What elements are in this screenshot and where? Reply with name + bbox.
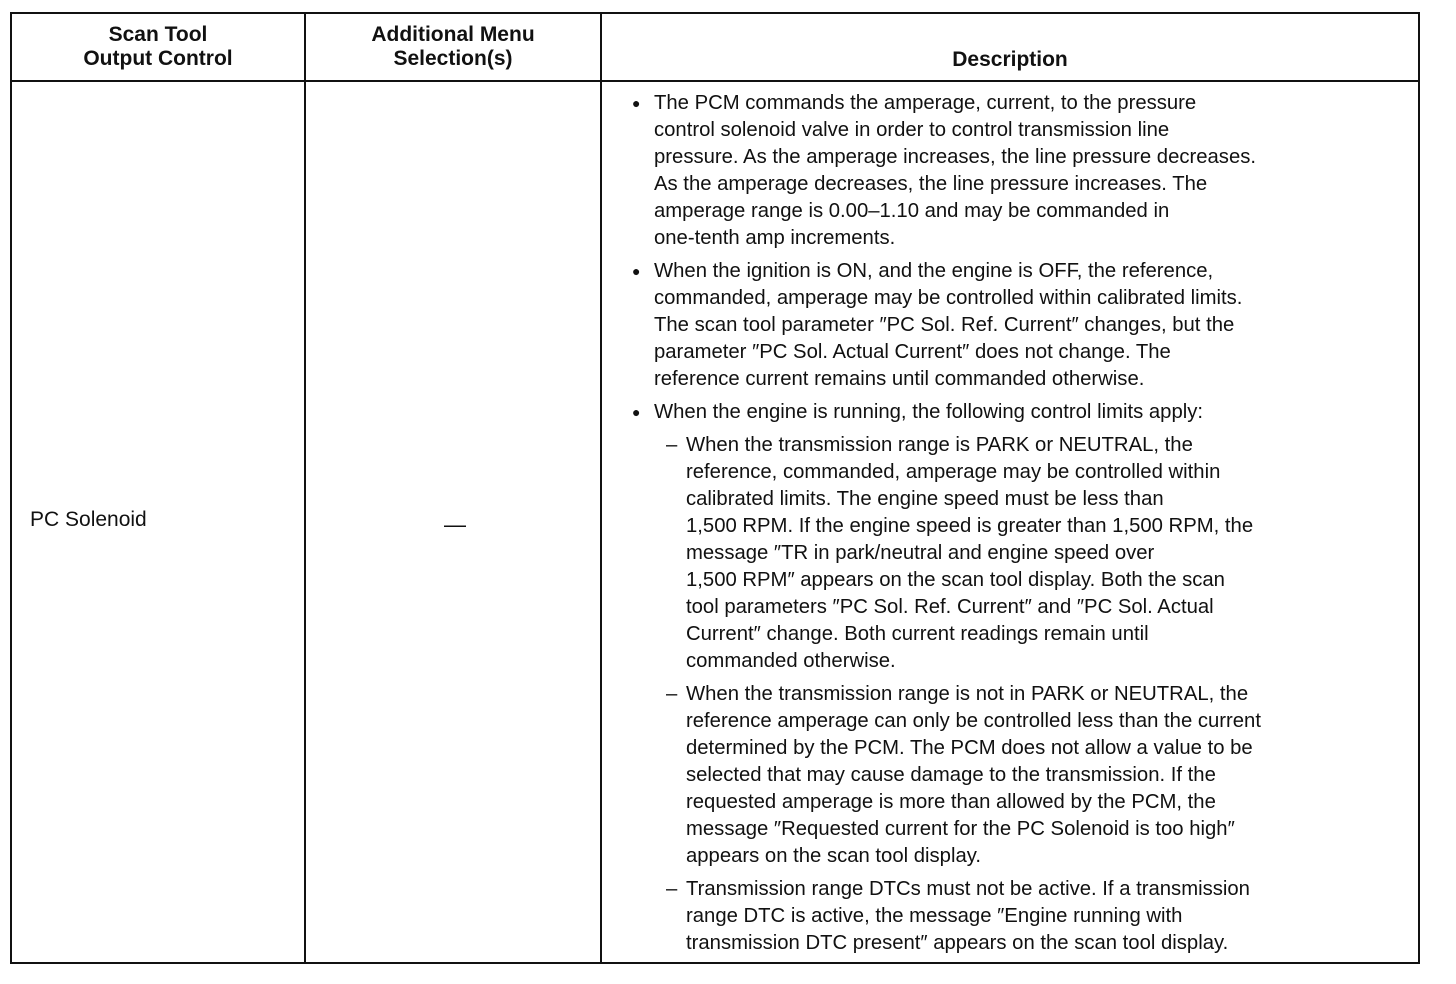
header-col2-line2: Selection(s) bbox=[393, 47, 513, 70]
header-col2-line1: Additional Menu bbox=[371, 23, 535, 46]
description-body bbox=[624, 90, 1408, 963]
sub-item bbox=[624, 681, 1408, 870]
bullet-item bbox=[624, 90, 1408, 252]
header-divider bbox=[12, 80, 1418, 82]
bullet-item bbox=[624, 399, 1408, 426]
header-col1-line1: Scan Tool bbox=[108, 23, 208, 46]
header-scan-tool-output-control bbox=[12, 14, 304, 80]
header-additional-menu-selections bbox=[306, 14, 600, 80]
header-description bbox=[602, 14, 1418, 80]
bullet-icon: ● bbox=[632, 263, 641, 279]
header-col1-line2: Output Control bbox=[83, 47, 233, 70]
output-control-name: PC Solenoid bbox=[30, 508, 147, 531]
bullet-icon: ● bbox=[632, 404, 641, 420]
header-col3: Description bbox=[952, 48, 1068, 71]
dash-icon: – bbox=[666, 434, 678, 456]
column-divider bbox=[304, 14, 306, 962]
bullet-text: When the ignition is ON, and the engine is OFF, the reference, commanded, amperage may be controlled within calibrated limits. The scan tool parameter ″PC Sol. Ref. Current″ changes, but the parameter ″PC Sol. Actual Current″ does not change. The reference current remains until commanded otherwise. bbox=[654, 260, 1243, 390]
bullet-text: The PCM commands the amperage, current, to the pressure control solenoid valve in order to control transmission line pressure. As the amperage increases, the line pressure decreases. As the amperage decreases, the line pressure increases. The amperage range is 0.00–1.10 and may be commanded in one-tenth amp increments. bbox=[654, 92, 1257, 249]
column-divider bbox=[600, 14, 602, 962]
sub-item-text: When the transmission range is not in PARK or NEUTRAL, the reference amperage can only be controlled less than the current determined by the PCM. The PCM does not allow a value to be selected that may cause damage to the transmission. If the requested amperage is more than allowed by the PCM, the message ″Requested current for the PC Solenoid is too high″ appears on the scan tool display. bbox=[686, 683, 1261, 867]
bullet-icon: ● bbox=[632, 95, 641, 111]
sub-item bbox=[624, 432, 1408, 675]
dash-icon: – bbox=[666, 683, 678, 705]
bullet-text: When the engine is running, the following control limits apply: bbox=[654, 401, 1204, 423]
menu-selection-value: — bbox=[444, 512, 466, 537]
bullet-item bbox=[624, 258, 1408, 393]
sub-item-text: Transmission range DTCs must not be active. If a transmission range DTC is active, the message ″Engine running with transmission DTC present″ appears on the scan tool display. bbox=[686, 878, 1250, 954]
sub-item-text: When the transmission range is PARK or NEUTRAL, the reference, commanded, amperage may be controlled within calibrated limits. The engine speed must be less than 1,500 RPM. If the engine speed is greater than 1,500 RPM, the message ″TR in park/neutral and engine speed over 1,500 RPM″ appears on the scan tool display. Both the scan tool parameters ″PC Sol. Ref. Current″ and ″PC Sol. Actual Current″ change. Both current readings remain until commanded otherwise. bbox=[686, 434, 1254, 672]
diagnostic-table bbox=[10, 12, 1420, 964]
dash-icon: – bbox=[666, 878, 678, 900]
sub-item bbox=[624, 876, 1408, 957]
